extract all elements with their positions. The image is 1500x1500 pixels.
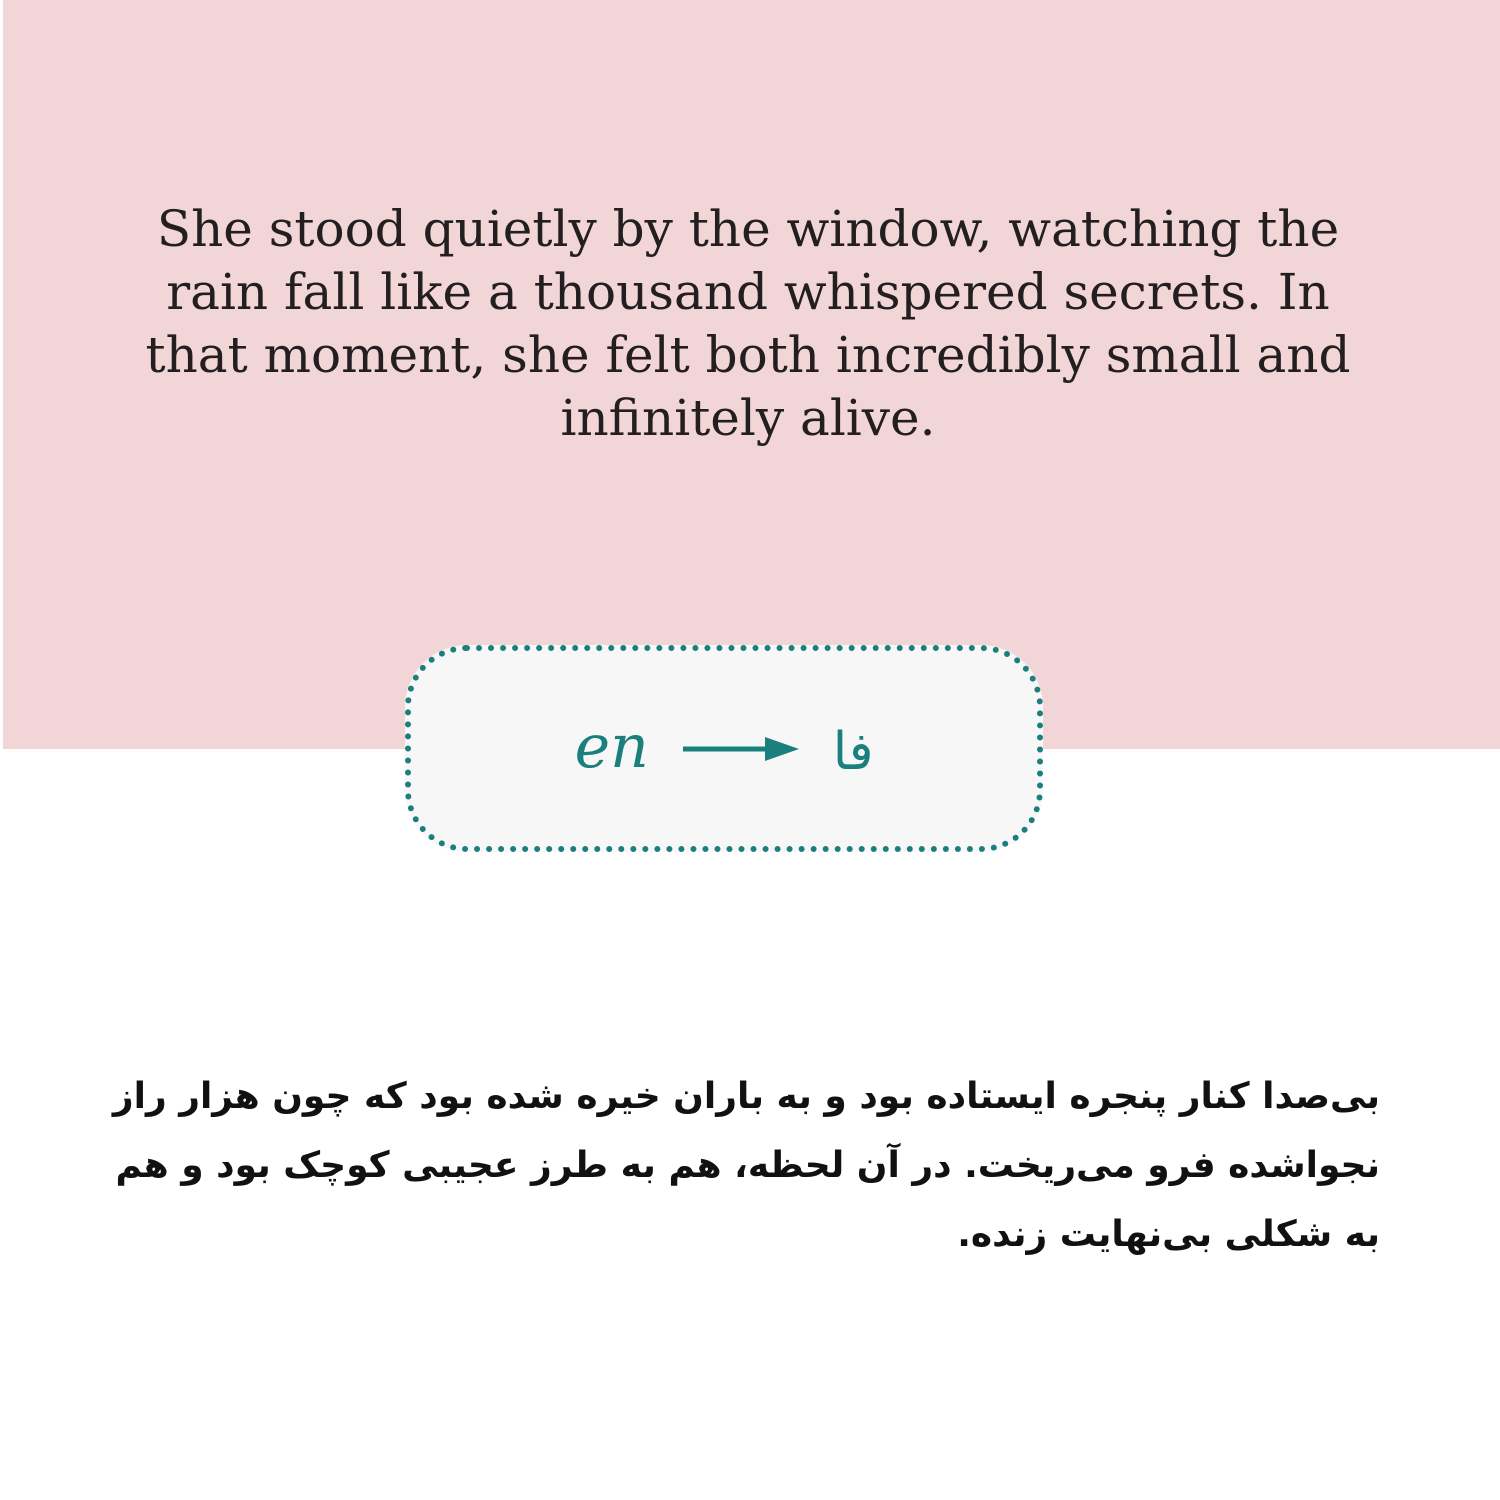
source-panel [3, 0, 1500, 749]
right-arrow-icon [683, 734, 799, 764]
language-direction-badge [405, 645, 1043, 852]
source-text: She stood quietly by the window, watching the rain fall like a thousand whispered secrets. In that moment, she felt both incredibly small and infinitely alive. [145, 200, 1351, 447]
source-language-label: en [574, 711, 649, 782]
translated-text: بی‌صدا کنار پنجره ایستاده بود و به باران خیره شده بود که چون هزار راز نجواشده فرو می‌ریخت. در آن لحظه، هم به طرز عجیبی کوچک بود و هم به شکلی بی‌نهایت زنده. [112, 1076, 1380, 1255]
target-language-label: فا [832, 721, 874, 782]
